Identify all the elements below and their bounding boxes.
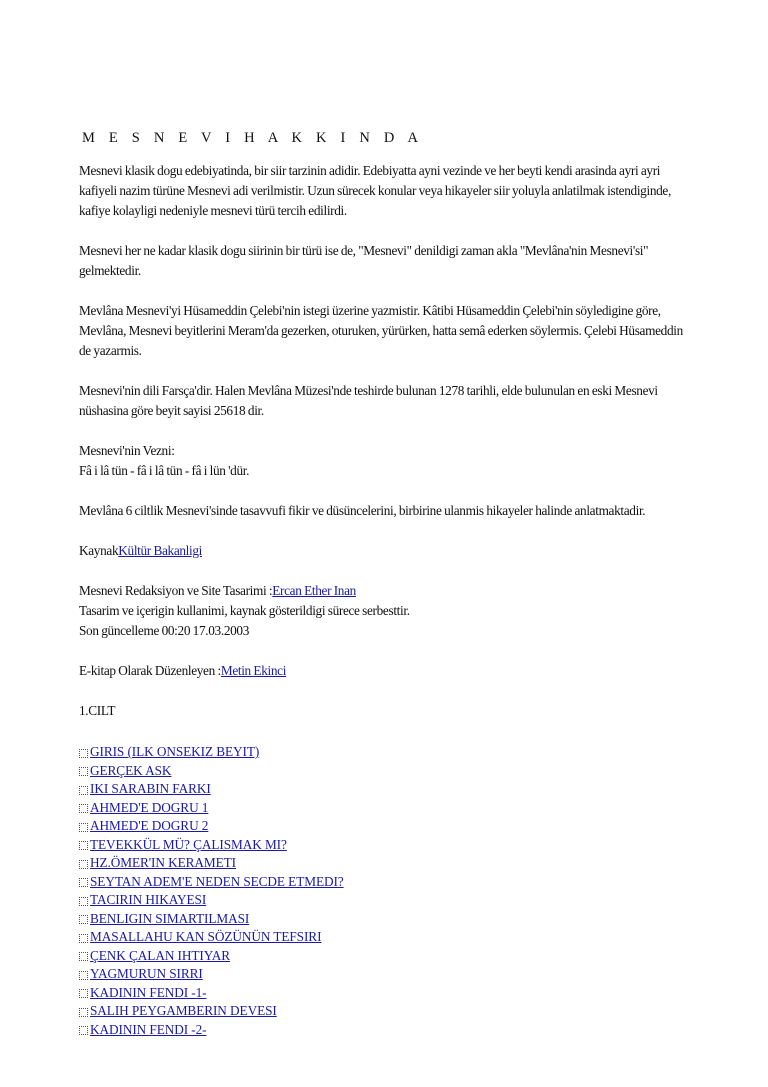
toc-item xyxy=(79,891,689,910)
bullet-icon xyxy=(79,915,88,924)
toc-link[interactable]: KADININ FENDI -2- xyxy=(90,1021,207,1037)
toc-link[interactable]: AHMED'E DOGRU 2 xyxy=(90,818,209,833)
source-link[interactable]: Kültür Bakanligi xyxy=(118,543,203,558)
usage-note: Tasarim ve içerigin kullanimi, kaynak gösterildigi sürece serbesttir. xyxy=(79,603,410,618)
toc-link[interactable]: GERÇEK ASK xyxy=(90,762,172,778)
paragraph-husameddin: Mevlâna Mesnevi'yi Hüsameddin Çelebi'nin istegi üzerine yazmistir. Kâtibi Hüsameddin Çelebi'nin söyledigine göre, Mevlâna, Mesnevi beyitlerini Meram'da gezerken, oturuken, yürürken, hatta semâ ederken söylermis. Çelebi Hüsameddin de yazarmis. xyxy=(79,303,683,358)
bullet-icon xyxy=(79,1008,88,1017)
table-of-contents xyxy=(79,743,689,1039)
toc-item xyxy=(79,799,689,818)
bullet-icon xyxy=(79,749,88,758)
design-credit xyxy=(79,581,689,601)
design-credit-label: Mesnevi Redaksiyon ve Site Tasarimi : xyxy=(79,583,273,598)
bullet-icon xyxy=(79,971,88,980)
toc-link[interactable]: IKI SARABIN FARKI xyxy=(90,781,211,796)
ebook-credit xyxy=(79,661,689,681)
toc-link[interactable]: MASALLAHU KAN SÖZÜNÜN TEFSIRI xyxy=(90,929,322,944)
bullet-icon xyxy=(79,934,88,943)
toc-item xyxy=(79,762,689,781)
bullet-icon xyxy=(79,952,88,961)
source-line xyxy=(79,541,689,561)
ebook-editor-link[interactable]: Metin Ekinci xyxy=(220,663,287,678)
toc-item xyxy=(79,743,689,762)
paragraph-mevlana-mesnevi: Mesnevi her ne kadar klasik dogu siirinin bir türü ise de, "Mesnevi" denildigi zaman akla "Mevlâna'nin Mesnevi'si" gelmektedir. xyxy=(79,243,649,278)
toc-link[interactable]: KADININ FENDI -1- xyxy=(90,984,207,1000)
last-updated: Son güncelleme 00:20 17.03.2003 xyxy=(79,623,250,638)
toc-link[interactable]: ÇENK ÇALAN IHTIYAR xyxy=(90,947,231,963)
bullet-icon xyxy=(79,989,88,998)
toc-item xyxy=(79,910,689,929)
vezin-value: Fâ i lâ tün - fâ i lâ tün - fâ i lün 'dür. xyxy=(79,463,250,478)
paragraph-language: Mesnevi'nin dili Farsça'dir. Halen Mevlâna Müzesi'nde teshirde bulunan 1278 tarihli, elde bulunulan en eski Mesnevi nüshasina göre beyit sayisi 25618 dir. xyxy=(79,383,658,418)
toc-item xyxy=(79,780,689,799)
toc-item xyxy=(79,817,689,836)
ebook-credit-label: E-kitap Olarak Düzenleyen : xyxy=(79,663,221,678)
bullet-icon xyxy=(79,860,88,869)
toc-link[interactable]: TEVEKKÜL MÜ? ÇALISMAK MI? xyxy=(90,836,287,852)
bullet-icon xyxy=(79,878,88,887)
bullet-icon xyxy=(79,786,88,795)
paragraph-intro: Mesnevi klasik dogu edebiyatinda, bir siir tarzinin adidir. Edebiyatta ayni vezinde ve her beyti kendi arasinda ayri ayri kafiyeli nazim türüne Mesnevi adi verilmistir. Uzun sürecek konular veya hikayeler siir yoluyla anlatilmak istendiginde, kafiye kolayligi nedeniyle mesnevi türü tercih edilirdi. xyxy=(79,163,671,218)
vezin-label: Mesnevi'nin Vezni: xyxy=(79,443,175,458)
toc-item xyxy=(79,1021,689,1040)
toc-item xyxy=(79,854,689,873)
volume-heading: 1.CILT xyxy=(79,703,116,718)
toc-item xyxy=(79,947,689,966)
toc-link[interactable]: GIRIS (ILK ONSEKIZ BEYIT) xyxy=(90,744,260,759)
toc-link[interactable]: YAGMURUN SIRRI xyxy=(90,966,203,981)
toc-item xyxy=(79,965,689,984)
toc-link[interactable]: SALIH PEYGAMBERIN DEVESI xyxy=(90,1003,277,1018)
designer-link[interactable]: Ercan Ether Inan xyxy=(272,583,356,598)
toc-item xyxy=(79,984,689,1003)
document-page xyxy=(79,128,689,1039)
toc-item xyxy=(79,836,689,855)
bullet-icon xyxy=(79,897,88,906)
bullet-icon xyxy=(79,841,88,850)
bullet-icon xyxy=(79,823,88,832)
toc-link[interactable]: SEYTAN ADEM'E NEDEN SECDE ETMEDI? xyxy=(90,873,344,889)
toc-link[interactable]: HZ.ÖMER'IN KERAMETI xyxy=(90,855,237,870)
bullet-icon xyxy=(79,767,88,776)
toc-item xyxy=(79,873,689,892)
page-title: M E S N E V I H A K K I N D A xyxy=(82,130,424,146)
toc-link[interactable]: AHMED'E DOGRU 1 xyxy=(90,799,209,815)
paragraph-six-volumes: Mevlâna 6 ciltlik Mesnevi'sinde tasavvufi fikir ve düsüncelerini, birbirine ulanmis hikayeler halinde anlatmaktadir. xyxy=(79,503,646,518)
bullet-icon xyxy=(79,804,88,813)
toc-item xyxy=(79,1002,689,1021)
toc-link[interactable]: BENLIGIN SIMARTILMASI xyxy=(90,910,250,926)
bullet-icon xyxy=(79,1026,88,1035)
source-label: Kaynak xyxy=(79,543,119,558)
toc-link[interactable]: TACIRIN HIKAYESI xyxy=(90,892,207,907)
toc-item xyxy=(79,928,689,947)
